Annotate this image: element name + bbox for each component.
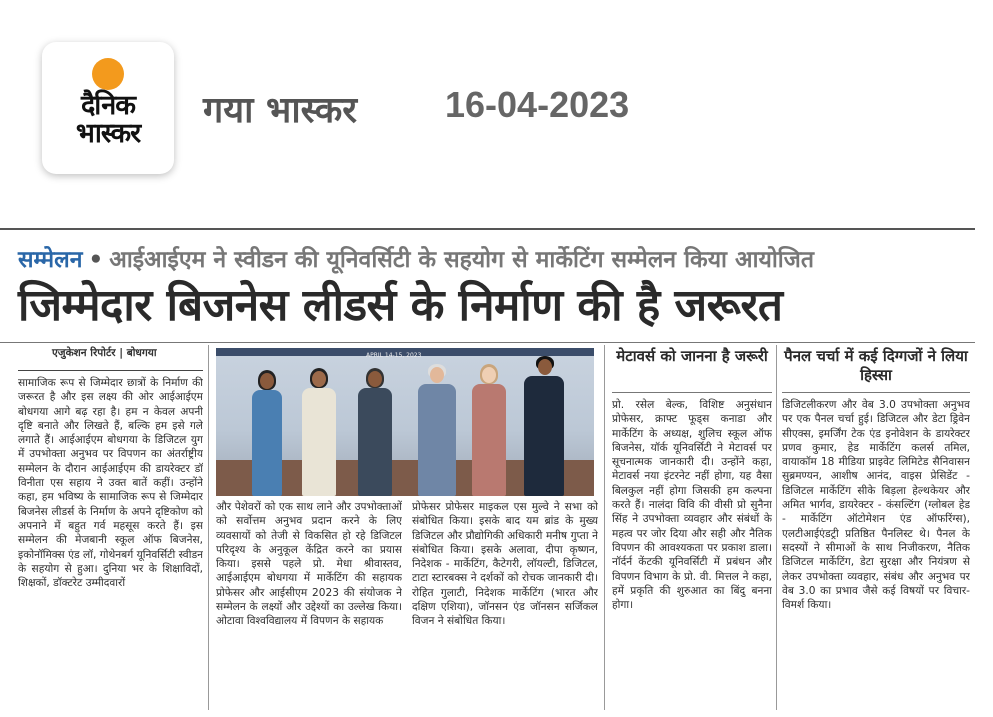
sun-icon	[92, 58, 124, 90]
logo-line-1: दैनिक	[80, 90, 136, 121]
article-column-3	[412, 500, 598, 710]
event-photo	[216, 348, 594, 496]
sidebar-heading: पैनल चर्चा में कई दिग्गजों ने लिया हिस्सा	[784, 347, 968, 384]
kicker-text: आईआईएम ने स्वीडन की यूनिवर्सिटी के सहयोग से मार्केटिंग सम्मेलन किया आयोजित	[109, 247, 814, 273]
sidebar-rule	[612, 392, 772, 393]
byline: एजुकेशन रिपोर्टर | बोधगया	[52, 347, 157, 359]
sidebar-rule	[782, 392, 970, 393]
sidebar-text: प्रो. रसेल बेल्क, विशिष्ट अनुसंधान प्रोफेसर, क्राफ्ट फूड्स कनाडा और मार्केटिंग के अध्यक्ष, शुलिच स्कूल ऑफ बिजनेस, यॉर्क यूनिवर्सिटी ने मेटावर्स पर सूचनात्मक जानकारी दी। उन्होंने कहा, मेटावर्स नया इंटरनेट नहीं होगा, यह वैसा बिलकुल नहीं होगा जिसकी हम कल्पना करते हैं। नालंदा विवि की वीसी प्रो सुनैना सिंह ने उपभोक्ता व्यवहार और संबंधों के महत्व पर जोर दिया और सही और नैतिक विपणन की आवश्यकता पर प्रकाश डाला। नॉर्दर्न केंटकी यूनिवर्सिटी में प्रबंधन और विपणन विभाग के प्रो. वी. मित्तल ने कहा, हमें प्रकृति की शुरुआत का बिंदु बनना होगा।	[612, 399, 772, 612]
column-text: और पेशेवरों को एक साथ लाने और उपभोक्ताओं को सर्वोत्तम अनुभव प्रदान करने के लिए व्यवसायों को तेजी से विकसित हो रहे डिजिटल परिदृश्य के अनुकूल केंद्रित करने का प्रयास किया। इससे पहले प्रो. मेधा श्रीवास्तव, आईआईएम बोधगया में मार्केटिंग की सहायक प्रोफेसर और आईसीएम 2023 की संयोजक ने सम्मेलन के लक्ष्यों और उद्देश्यों का उल्लेख किया। ओटावा विश्वविद्यालय में विपणन के सहायक	[216, 501, 402, 628]
publication-date: 16-04-2023	[445, 84, 630, 125]
byline-rule	[18, 370, 203, 371]
column-divider	[604, 345, 605, 710]
headline-rule	[0, 342, 975, 343]
column-text: प्रोफेसर प्रोफेसर माइकल एस मुल्वे ने सभा को संबोधित किया। इसके बाद यम ब्रांड के मुख्य डिजिटल और प्रौद्योगिकी अधिकारी मनीष गुप्ता ने संबोधित किया। इसके अलावा, दीपा कृष्णन, निदेशक - मार्केटिंग, कैटेगरी, लॉयल्टी, डिजिटल, टाटा स्टारबक्स ने दर्शकों को रोचक जानकारी दी। रोहित गुलाटी, निदेशक मार्केटिंग (भारत और दक्षिण एशिया), जॉनसन एंड जॉनसन सर्जिकल विजन ने संबोधित किया।	[412, 501, 598, 628]
headline: जिम्मेदार बिजनेस लीडर्स के निर्माण की है जरूरत	[18, 280, 783, 331]
kicker	[18, 242, 814, 274]
column-divider	[776, 345, 777, 710]
column-text: सामाजिक रूप से जिम्मेदार छात्रों के निर्माण की जरूरत है और इस लक्ष्य की ओर आईआईएम बोधगया आगे बढ़ रहा है। हम न केवल अपनी दृष्टि बनाते और लिखते हैं, बल्कि हम इसे गले लगाते हैं। आईआईएम बोधगया के डिजिटल युग में उपभोक्ता अनुभव पर विपणन का अंतर्राष्ट्रीय सम्मेलन के दौरान आईआईएम की डायरेक्टर डॉ विनीता एस सहाय ने उक्त बातें कहीं। उन्होंने कहा, हम भविष्य के सामाजिक रूप से जिम्मेदार बिजनेस लीडर्स के निर्माण के अपने दृष्टिकोण को अपनाने में बहुत गर्व महसूस करते हैं। इस सम्मेलन की मेजबानी स्कूल ऑफ बिजनेस, इकोनॉमिक्स एंड लॉ, गोथेनबर्ग यूनिवर्सिटी स्वीडन के सहयोग से हुआ। दुनिया भर के शिक्षाविदों, शिक्षकों, डॉक्टरेट उम्मीदवारों	[18, 377, 203, 590]
top-rule	[0, 228, 975, 230]
paper-name: गया भास्कर	[203, 90, 358, 131]
kicker-section: सम्मेलन	[18, 247, 83, 273]
article-column-1	[18, 376, 203, 706]
sidebar-heading: मेटावर्स को जानना है जरूरी	[616, 347, 768, 365]
photo-banner-text: APRIL 14-15, 2023	[366, 352, 422, 359]
article-column-2	[216, 500, 402, 710]
sidebar-column-2	[782, 398, 970, 698]
kicker-bullet: •	[88, 247, 104, 273]
logo-wordmark	[42, 92, 174, 148]
logo-line-2: भास्कर	[75, 118, 141, 149]
column-divider	[208, 345, 209, 710]
sidebar-text: डिजिटलीकरण और वेब 3.0 उपभोक्ता अनुभव पर एक पैनल चर्चा हुई। डिजिटल और डेटा ड्रिवेन सीएक्स, इमर्जिंग टेक एंड इनोवेशन के डायरेक्टर प्रणव कुमार, हेड मार्केटिंग कलर्स तमिल, वायाकॉम 18 मीडिया प्राइवेट लिमिटेड सैनिवासन सुब्रमण्यन, आशीष आनंद, वाइस प्रेसिडेंट - डिजिटल मार्केटिंग सीके बिड़ला हेल्थकेयर और अमित भार्गव, डायरेक्टर - कंसल्टिंग (ग्लोबल हेड - मार्केटिंग ऑटोमेशन एंड ऑफरिंग्स), एलटीआईएंडट्री प्रतिष्ठित पैनलिस्ट थे। पैनल के सदस्यों ने सीमाओं के साथ निजीकरण, नैतिक डिजिटल मार्केटिंग, डेटा सुरक्षा और नियंत्रण से लेकर उपभोक्ता व्यवहार, संबंध और अनुभव पर वेब 3.0 का प्रभाव जैसे कई विषयों पर विचार-विमर्श किया।	[782, 399, 970, 612]
sidebar-column-1	[612, 398, 772, 698]
